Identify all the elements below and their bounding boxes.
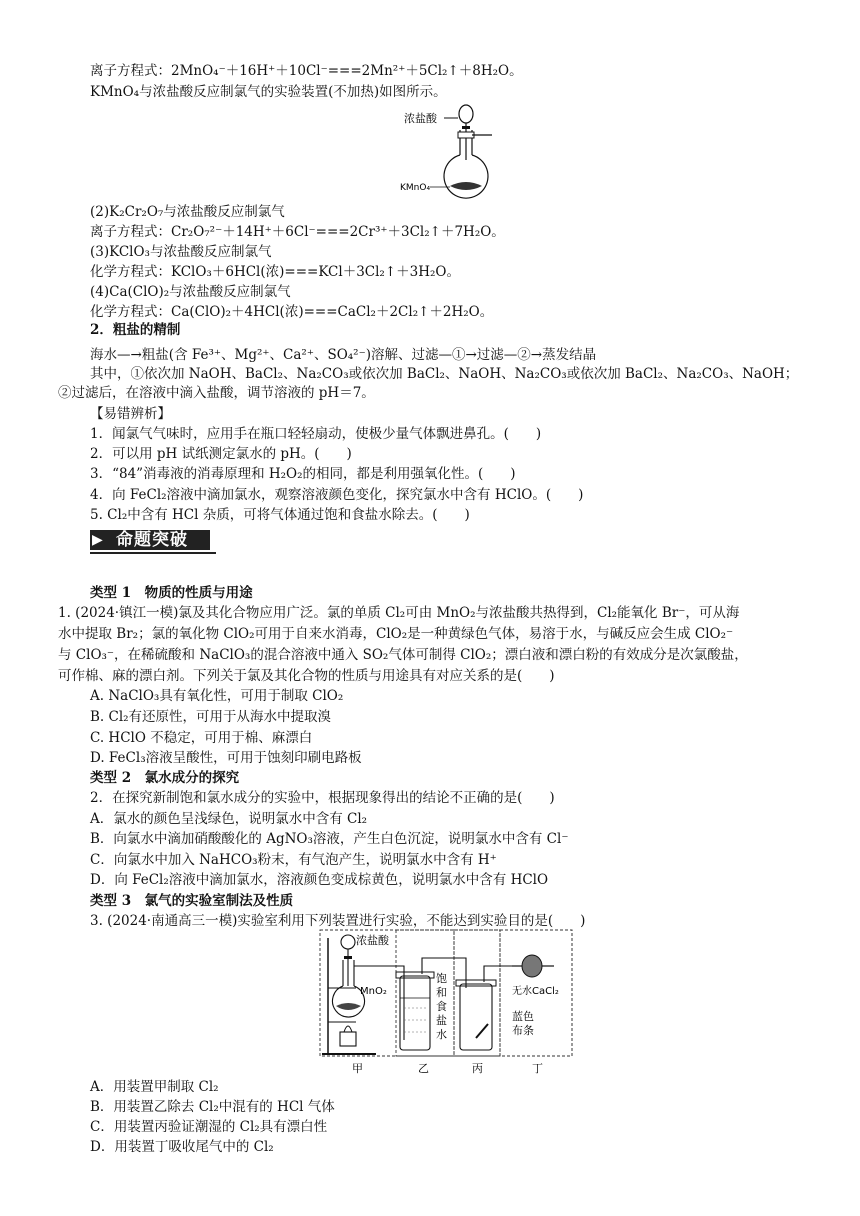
ionic-equation-k2cr2o7: 离子方程式：Cr₂O₇²⁻＋14H⁺＋6Cl⁻===2Cr³⁺＋3Cl₂↑＋7H₂O。 (90, 224, 505, 240)
section-caclo2: (4)Ca(ClO)₂与浓盐酸反应制氯气 (90, 284, 291, 300)
caption-bing: 丙 (472, 1062, 483, 1075)
apparatus-intro: KMnO₄与浓盐酸反应制氯气的实验装置(不加热)如图所示。 (90, 84, 447, 100)
ionic-equation-kmno4: 离子方程式：2MnO₄⁻＋16H⁺＋10Cl⁻===2Mn²⁺＋5Cl₂↑＋8H₂O。 (90, 63, 523, 79)
type-1-heading: 类型 1 物质的性质与用途 (90, 585, 253, 601)
question-3-option-d: D．用装置丁吸收尾气中的 Cl₂ (90, 1139, 274, 1155)
question-3-option-b: B．用装置乙除去 Cl₂中混有的 HCl 气体 (90, 1099, 335, 1115)
question-3-option-a: A．用装置甲制取 Cl₂ (90, 1079, 219, 1095)
error-item-3: 3．“84”消毒液的消毒原理和 H₂O₂的相同，都是利用强氧化性。( ) (90, 466, 516, 482)
svg-text:饱: 饱 (436, 972, 447, 985)
type-2-heading: 类型 2 氯水成分的探究 (90, 770, 240, 786)
label-blue-cloth-1: 蓝色 (512, 1010, 534, 1023)
equation-caclo2: 化学方程式：Ca(ClO)₂＋4HCl(浓)===CaCl₂＋2Cl₂↑＋2H₂O。 (90, 304, 494, 320)
question-1-line-4: 可作棉、麻的漂白剂。下列关于氯及其化合物的性质与用途具有对应关系的是( ) (58, 668, 555, 684)
question-1-option-c: C. HClO 不稳定，可用于棉、麻漂白 (90, 730, 313, 746)
svg-text:水: 水 (436, 1028, 447, 1041)
question-1-line-2: 水中提取 Br₂；氯的氧化物 ClO₂可用于自来水消毒，ClO₂是一种黄绿色气体，易溶于水，与碱反应会生成 ClO₂⁻ (58, 626, 734, 642)
banner-title: 命题突破 (116, 530, 188, 550)
svg-text:食: 食 (436, 1000, 447, 1013)
label-conc-hcl: 浓盐酸 (404, 112, 437, 125)
section-banner (90, 526, 216, 552)
label-blue-cloth-2: 布条 (512, 1024, 534, 1037)
question-2-option-c: C．向氯水中加入 NaHCO₃粉末，有气泡产生，说明氯水中含有 H⁺ (90, 852, 497, 868)
question-3-stem: 3. (2024·南通高三一模)实验室利用下列装置进行实验，不能达到实验目的是( ) (90, 913, 586, 929)
error-item-4: 4．向 FeCl₂溶液中滴加氯水，观察溶液颜色变化，探究氯水中含有 HClO。( ) (90, 487, 584, 503)
section-kclo3: (3)KClO₃与浓盐酸反应制氯气 (90, 244, 272, 260)
svg-text:盐: 盐 (436, 1014, 447, 1027)
question-1-option-a: A. NaClO₃具有氧化性，可用于制取 ClO₂ (90, 688, 344, 704)
caption-yi: 乙 (418, 1062, 429, 1075)
question-1-option-d: D. FeCl₃溶液呈酸性，可用于蚀刻印刷电路板 (90, 750, 362, 766)
label-saturated-brine (436, 971, 447, 1041)
question-3-option-c: C．用装置丙验证潮湿的 Cl₂具有漂白性 (90, 1119, 328, 1135)
equation-kclo3: 化学方程式：KClO₃＋6HCl(浓)===KCl＋3Cl₂↑＋3H₂O。 (90, 264, 460, 280)
label-mno2: MnO₂ (360, 986, 387, 997)
salt-refining-note-2: ②过滤后，在溶液中滴入盐酸，调节溶液的 pH＝7。 (58, 385, 375, 401)
question-1-option-b: B. Cl₂有还原性，可用于从海水中提取溴 (90, 709, 332, 725)
chlorine-apparatus-figure (316, 928, 578, 1076)
heading-salt-refining: 2．粗盐的精制 (90, 322, 181, 338)
question-1-line-3: 与 ClO₃⁻，在稀硫酸和 NaClO₃的混合溶液中通入 SO₂气体可制得 ClO₂；漂白液和漂白粉的有效成分是次氯酸盐， (58, 647, 748, 663)
label-kmno4: KMnO₄ (400, 183, 431, 193)
question-2-option-b: B．向氯水中滴加硝酸酸化的 AgNO₃溶液，产生白色沉淀，说明氯水中含有 Cl⁻ (90, 831, 569, 847)
question-1-line-1: 1. (2024·镇江一模)氯及其化合物应用广泛。氯的单质 Cl₂可由 MnO₂与浓盐酸共热得到，Cl₂能氧化 Br⁻，可从海 (58, 605, 740, 621)
question-2-stem: 2．在探究新制饱和氯水成分的实验中，根据现象得出的结论不正确的是( ) (90, 790, 555, 806)
caption-ding: 丁 (532, 1062, 543, 1075)
heading-error-analysis: 【易错辨析】 (90, 406, 171, 422)
kmno4-apparatus-figure (400, 100, 510, 200)
label-anhydrous-cacl2: 无水CaCl₂ (512, 986, 559, 997)
salt-refining-note-1: 其中，①依次加 NaOH、BaCl₂、Na₂CO₃或依次加 BaCl₂、NaOH、Na₂CO₃或依次加 BaCl₂、Na₂CO₃、NaOH； (90, 366, 799, 382)
label-conc-hcl-2: 浓盐酸 (356, 934, 389, 947)
salt-refining-flow: 海水—→粗盐(含 Fe³⁺、Mg²⁺、Ca²⁺、SO₄²⁻)溶解、过滤—①→过滤—②→蒸发结晶 (90, 347, 597, 363)
section-k2cr2o7: (2)K₂Cr₂O₇与浓盐酸反应制氯气 (90, 204, 285, 220)
svg-text:和: 和 (436, 986, 447, 999)
arrow-icon: ▶ (92, 532, 103, 548)
error-item-2: 2．可以用 pH 试纸测定氯水的 pH。( ) (90, 446, 352, 462)
question-2-option-a: A．氯水的颜色呈浅绿色，说明氯水中含有 Cl₂ (90, 811, 368, 827)
error-item-5: 5. Cl₂中含有 HCl 杂质，可将气体通过饱和食盐水除去。( ) (90, 507, 470, 523)
error-item-1: 1．闻氯气气味时，应用手在瓶口轻轻扇动，使极少量气体飘进鼻孔。( ) (90, 426, 542, 442)
type-3-heading: 类型 3 氯气的实验室制法及性质 (90, 893, 294, 909)
caption-jia: 甲 (352, 1062, 363, 1075)
question-2-option-d: D．向 FeCl₂溶液中滴加氯水，溶液颜色变成棕黄色，说明氯水中含有 HClO (90, 872, 549, 888)
